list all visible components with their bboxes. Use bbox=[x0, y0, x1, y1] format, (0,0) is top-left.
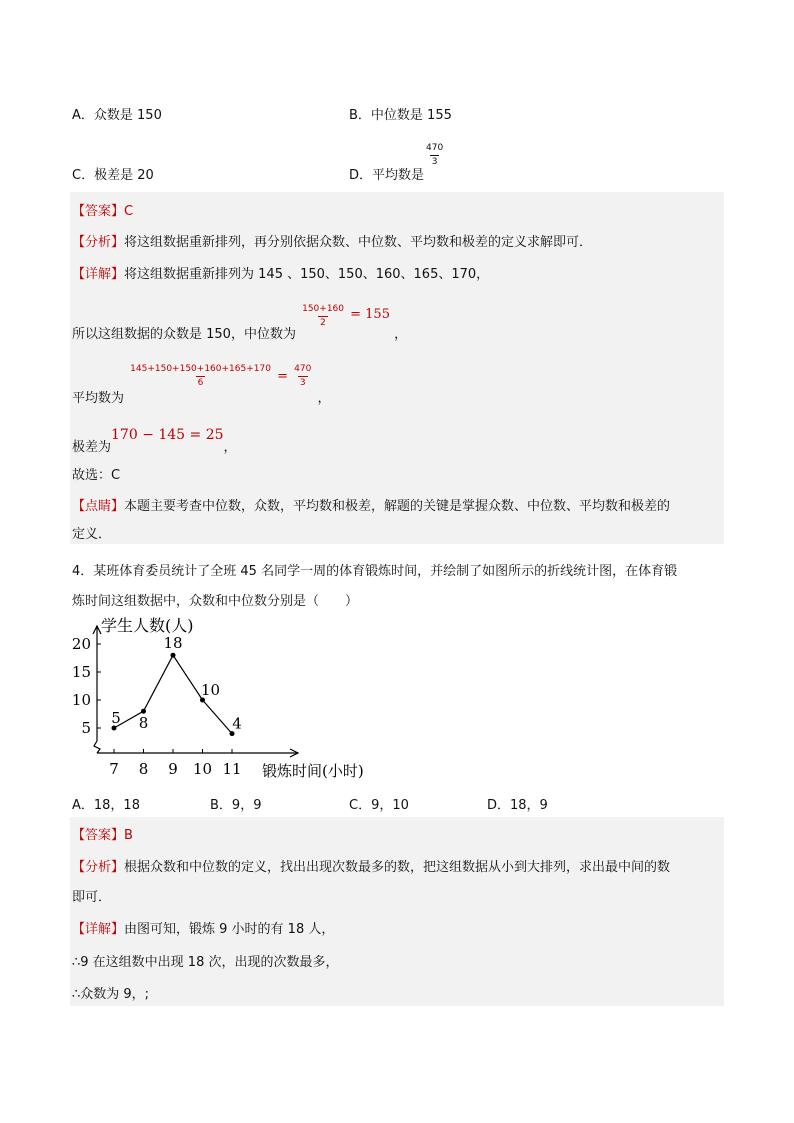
data-point bbox=[171, 653, 176, 658]
q4-option-c: C．9，10 bbox=[349, 798, 409, 813]
mean-equals: = bbox=[277, 369, 288, 384]
y-tick-label: 15 bbox=[71, 663, 91, 681]
detail-tag: 【详解】 bbox=[72, 922, 125, 937]
option-d-text: D．平均数是 bbox=[349, 168, 425, 183]
detail-tag: 【详解】 bbox=[72, 267, 125, 282]
x-tick-label: 11 bbox=[222, 760, 242, 778]
q4-solution-panel bbox=[70, 817, 724, 1006]
q4-option-b: B．9，9 bbox=[210, 798, 262, 813]
range-label: 极差为 bbox=[72, 440, 112, 455]
option-d bbox=[349, 143, 445, 183]
q4-analysis-line1 bbox=[72, 856, 670, 875]
option-c: C．极差是 20 bbox=[72, 168, 154, 183]
mean-label: 平均数为 bbox=[72, 391, 125, 406]
analysis-tag: 【分析】 bbox=[72, 860, 125, 875]
q3-answer bbox=[72, 200, 133, 219]
data-label: 4 bbox=[232, 714, 242, 733]
median-fraction bbox=[300, 305, 346, 328]
mean-result-numerator: 470 bbox=[294, 364, 312, 374]
y-axis-label: 学生人数(人) bbox=[101, 616, 194, 635]
data-label: 5 bbox=[111, 709, 121, 727]
q3-point-line1 bbox=[72, 495, 670, 514]
q4-option-a: A．18，18 bbox=[72, 798, 140, 813]
data-label: 10 bbox=[200, 681, 221, 699]
analysis-tag: 【分析】 bbox=[72, 235, 125, 250]
mean-denominator: 6 bbox=[197, 378, 204, 388]
point-text: 本题主要考查中位数，众数，平均数和极差，解题的关键是掌握众数、中位数、平均数和极差的 bbox=[124, 499, 671, 514]
option-a: A．众数是 150 bbox=[72, 108, 162, 123]
x-tick-label: 9 bbox=[168, 760, 178, 778]
q3-choose: 故选：C bbox=[72, 468, 121, 483]
q4-stem-line1: 4．某班体育委员统计了全班 45 名同学一周的体育锻炼时间，并绘制了如图所示的折线统计图，在体育锻 bbox=[72, 564, 678, 579]
analysis-text: 根据众数和中位数的定义，找出出现次数最多的数，把这组数据从小到大排列，求出最中间的数 bbox=[124, 860, 671, 875]
q4-option-d: D．18，9 bbox=[487, 798, 548, 813]
point-tag: 【点睛】 bbox=[72, 499, 125, 514]
x-tick-label: 10 bbox=[192, 760, 213, 778]
median-numerator: 150+160 bbox=[302, 304, 344, 314]
axis-break bbox=[94, 741, 100, 753]
detail-text: 将这组数据重新排列为 145 、150、150、160、165、170， bbox=[124, 267, 490, 282]
q3-point-line2: 定义． bbox=[72, 527, 112, 542]
q3-mode-median bbox=[72, 304, 408, 342]
q4-line2: ∴9 在这组数中出现 18 次，出现的次数最多， bbox=[72, 955, 339, 970]
option-b: B．中位数是 155 bbox=[349, 108, 452, 123]
range-expression: 170 − 145 = 25 bbox=[111, 427, 224, 443]
fraction-numerator: 470 bbox=[426, 143, 444, 153]
x-tick-label: 7 bbox=[109, 760, 119, 778]
mean-numerator: 145+150+150+160+165+170 bbox=[130, 364, 271, 374]
q3-detail bbox=[72, 263, 489, 282]
line-chart bbox=[70, 612, 400, 782]
q4-analysis-line2: 即可． bbox=[72, 890, 112, 905]
x-tick-label: 8 bbox=[138, 760, 149, 778]
mean-result-fraction bbox=[292, 365, 313, 388]
comma: ， bbox=[394, 327, 408, 342]
answer-value: B bbox=[124, 828, 133, 843]
q3-range bbox=[72, 424, 237, 455]
detail-text: 由图可知，锻炼 9 小时的有 18 人， bbox=[124, 922, 335, 937]
y-tick-label: 5 bbox=[81, 719, 91, 737]
mean-fraction bbox=[128, 365, 273, 388]
y-tick-label: 20 bbox=[71, 635, 91, 653]
mode-text: 所以这组数据的众数是 150，中位数为 bbox=[72, 327, 296, 342]
comma: ， bbox=[317, 391, 331, 406]
fraction-denominator: 3 bbox=[431, 157, 438, 167]
answer-tag: 【答案】 bbox=[72, 204, 125, 219]
q4-stem-line2: 炼时间这组数据中，众数和中位数分别是（ ） bbox=[72, 594, 359, 609]
median-denominator: 2 bbox=[320, 318, 326, 328]
q4-line3: ∴众数为 9，; bbox=[72, 987, 150, 1002]
data-label: 8 bbox=[138, 714, 149, 733]
q4-answer bbox=[72, 824, 133, 843]
x-axis-label: 锻炼时间(小时) bbox=[262, 762, 364, 780]
y-tick-label: 10 bbox=[71, 691, 91, 709]
q4-detail bbox=[72, 918, 334, 937]
answer-value: C bbox=[124, 204, 134, 219]
analysis-text: 将这组数据重新排列，再分别依据众数、中位数、平均数和极差的定义求解即可． bbox=[124, 235, 593, 250]
comma: ， bbox=[223, 440, 237, 455]
option-d-fraction bbox=[424, 144, 445, 167]
q3-analysis bbox=[72, 231, 592, 250]
median-result: = 155 bbox=[350, 307, 390, 322]
data-point bbox=[141, 709, 146, 714]
answer-tag: 【答案】 bbox=[72, 828, 125, 843]
data-label: 18 bbox=[163, 634, 183, 653]
q3-mean bbox=[72, 364, 331, 406]
mean-result-denominator: 3 bbox=[299, 378, 306, 388]
